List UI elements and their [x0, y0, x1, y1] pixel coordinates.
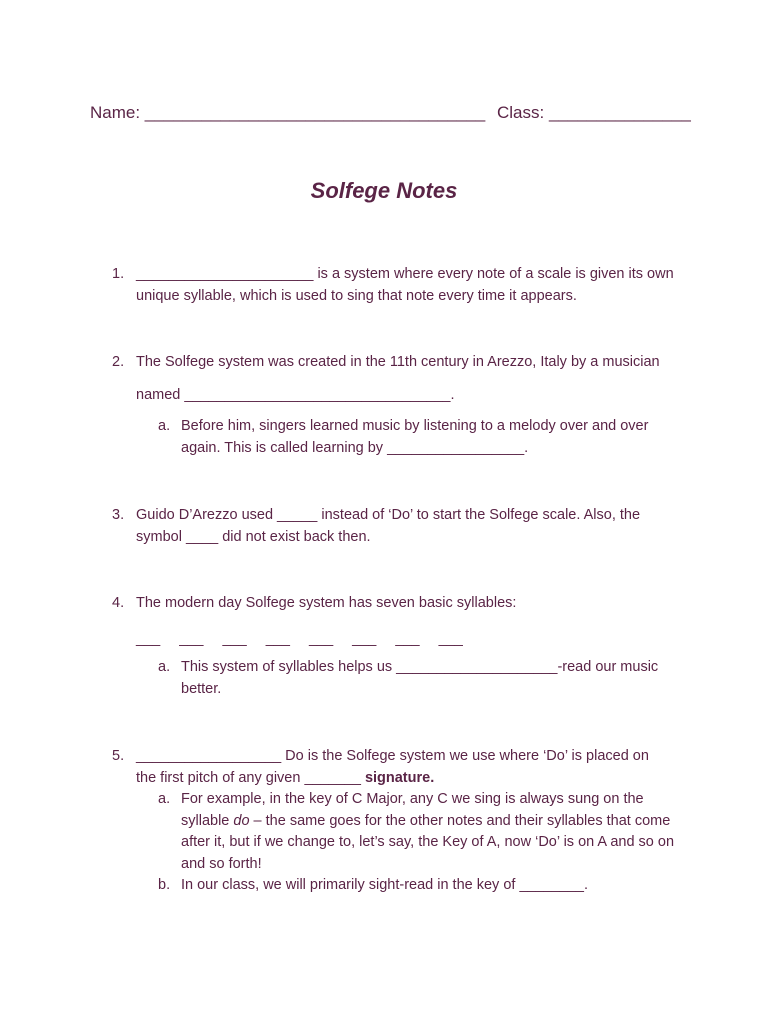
- question-text-line: symbol ____ did not exist back then.: [136, 528, 371, 545]
- sub-question-text-line: and so forth!: [181, 855, 262, 872]
- syllable-blank[interactable]: ___: [179, 630, 204, 647]
- sub-question-text-line: after it, but if we change to, let’s say, the Key of A, now ‘Do’ is on A and so on: [181, 834, 675, 850]
- question-4: [112, 593, 682, 700]
- sub-question-text-line: For example, in the key of C Major, any C we sing is always sung on the: [181, 791, 644, 807]
- sub-question-text-line: better.: [181, 680, 222, 697]
- syllable-blank[interactable]: ___: [395, 630, 420, 647]
- syllable-blank[interactable]: ___: [265, 630, 290, 647]
- question-2: [112, 352, 682, 459]
- sub-question-letter: a.: [158, 418, 171, 434]
- sub-question-letter: a.: [158, 791, 171, 807]
- sub-question-text-line: again. This is called learning by _________________.: [181, 439, 529, 456]
- question-1: [112, 264, 682, 307]
- syllable-blank[interactable]: ___: [308, 630, 334, 647]
- syllable-blank[interactable]: ___: [438, 630, 463, 647]
- question-text-line: The modern day Solfege system has seven basic syllables:: [136, 595, 517, 611]
- sub-question-text-line: Before him, singers learned music by listening to a melody over and over: [181, 418, 649, 434]
- syllable-blank[interactable]: ___: [352, 630, 377, 647]
- question-text-line: [136, 768, 682, 790]
- sub-question-a: [158, 657, 682, 700]
- sub-question-a: [158, 789, 682, 875]
- sub-question-a: [158, 416, 682, 459]
- question-text-line: Guido D’Arezzo used _____ instead of ‘Do’ to start the Solfege scale. Also, the: [136, 507, 641, 523]
- question-number: 4.: [112, 595, 125, 611]
- italic-text-segment: do: [233, 812, 250, 829]
- question-number: 3.: [112, 507, 125, 523]
- syllable-blank[interactable]: ___: [136, 630, 161, 647]
- question-text-line: unique syllable, which is used to sing that note every time it appears.: [136, 287, 577, 304]
- sub-question-letter: a.: [158, 659, 171, 675]
- page-title: Solfege Notes: [310, 178, 458, 203]
- sub-question-text-line: This system of syllables helps us ____________________-read our music: [181, 659, 659, 675]
- question-text-line: ______________________ is a system where every note of a scale is given its own: [136, 266, 674, 282]
- question-text-line: The Solfege system was created in the 11th century in Arezzo, Italy by a musician: [136, 354, 660, 370]
- syllable-blank[interactable]: ___: [222, 630, 247, 647]
- bold-text-segment: signature.: [364, 769, 435, 786]
- sub-question-b: [158, 875, 682, 897]
- sub-question-text-segment: syllable: [181, 812, 234, 829]
- question-text-line: named _________________________________.: [136, 386, 455, 403]
- question-number: 1.: [112, 266, 125, 282]
- question-3: [112, 505, 682, 548]
- question-text-segment: the first pitch of any given _______: [136, 769, 365, 786]
- sub-question-text-line: [181, 811, 682, 833]
- syllable-blanks-row: [136, 629, 682, 651]
- sub-question-text-segment: – the same goes for the other notes and their syllables that come: [249, 812, 671, 829]
- sub-question-text-line: In our class, we will primarily sight-read in the key of ________.: [181, 877, 588, 893]
- sub-question-letter: b.: [158, 877, 171, 893]
- question-number: 5.: [112, 748, 125, 764]
- question-5: [112, 746, 682, 897]
- class-field-label[interactable]: Class: _______________: [497, 103, 691, 122]
- question-text-line: __________________ Do is the Solfege system we use where ‘Do’ is placed on: [136, 748, 649, 764]
- question-number: 2.: [112, 354, 125, 370]
- name-field-label[interactable]: Name: ____________________________________: [90, 103, 486, 122]
